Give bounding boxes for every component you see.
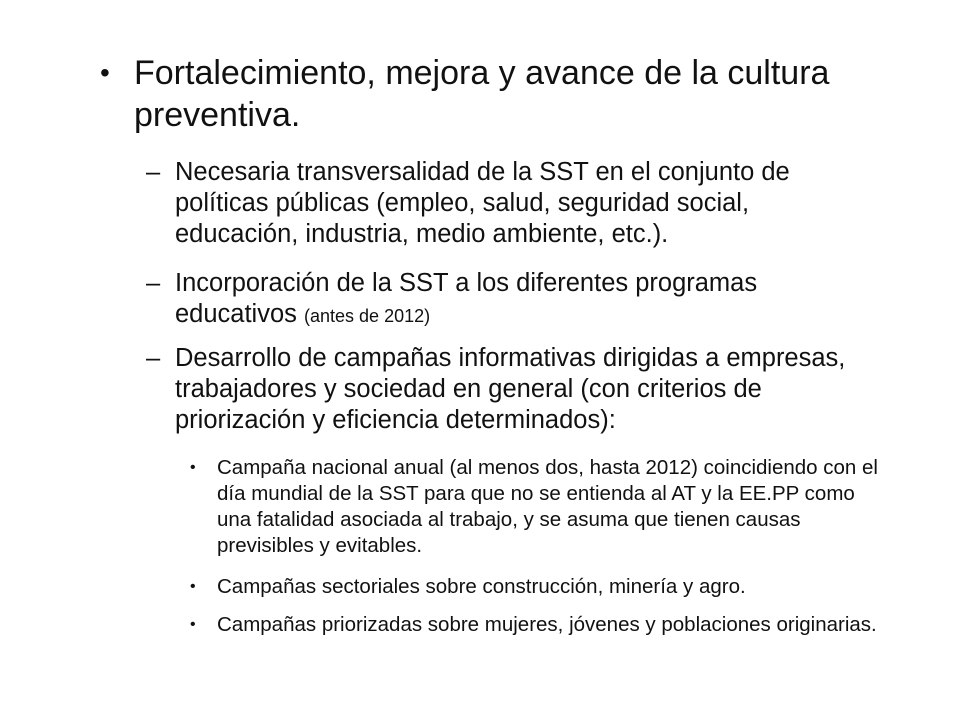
dash-icon: – <box>146 344 161 372</box>
sub-sub-item-text: Campaña nacional anual (al menos dos, hasta 2012) coincidiendo con el día mundial de la SST para que no se entienda al AT y la EE.PP como una fatalidad asociada al trabajo, y se asuma que tienen causas previsibles y evitables. <box>217 456 878 557</box>
sub-item-text: Incorporación de la SST a los diferentes programas educativos <box>175 269 758 328</box>
dash-icon: – <box>146 269 161 297</box>
sub-sub-item-campanas-sectoriales <box>190 574 880 600</box>
sub-sub-item-text: Campañas priorizadas sobre mujeres, jóvenes y poblaciones originarias. <box>217 613 877 636</box>
sub-sub-item-text: Campañas sectoriales sobre construcción, minería y agro. <box>217 575 746 598</box>
bullet-icon: • <box>190 459 196 476</box>
bullet-icon: • <box>100 57 110 88</box>
sub-sub-item-campana-nacional <box>190 455 880 559</box>
sub-item-campanas <box>146 343 876 436</box>
main-bullet-text: Fortalecimiento, mejora y avance de la cultura preventiva. <box>134 54 830 134</box>
bullet-icon: • <box>190 616 196 633</box>
sub-item-text: Necesaria transversalidad de la SST en el conjunto de políticas públicas (empleo, salud, seguridad social, educación, industria, medio ambiente, etc.). <box>175 158 790 248</box>
sub-item-text-wrapper <box>175 268 876 332</box>
dash-icon: – <box>146 158 161 186</box>
sub-item-transversalidad <box>146 157 876 250</box>
sub-item-incorporacion <box>146 268 876 332</box>
sub-item-text: Desarrollo de campañas informativas dirigidas a empresas, trabajadores y sociedad en general (con criterios de priorización y eficiencia determinados): <box>175 344 846 434</box>
sub-item-note: (antes de 2012) <box>304 306 431 326</box>
main-bullet-item <box>100 52 860 136</box>
sub-sub-item-campanas-priorizadas <box>190 612 880 638</box>
bullet-icon: • <box>190 578 196 595</box>
